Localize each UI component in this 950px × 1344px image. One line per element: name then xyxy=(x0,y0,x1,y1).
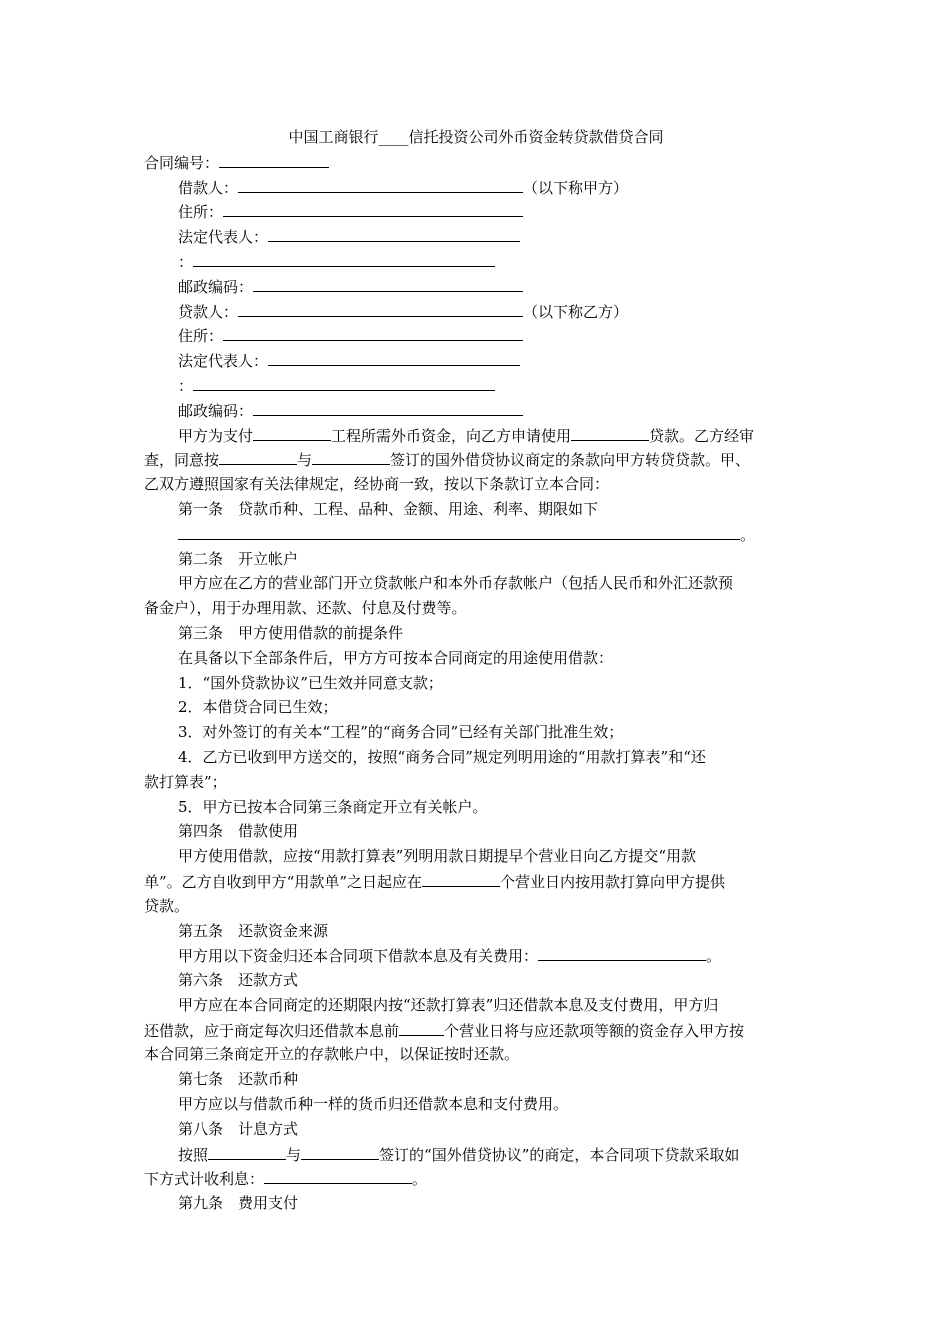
borrower-address-label: 住所： xyxy=(178,203,224,222)
contract-number-line xyxy=(144,150,808,175)
article-1-blank xyxy=(178,522,740,540)
intro-text: 工程所需外币资金，向乙方申请使用 xyxy=(331,426,572,445)
article-6-heading: 第六条 还款方式 xyxy=(178,971,299,990)
article-3-item: 5．甲方已按本合同第三条商定开立有关帐户。 xyxy=(178,797,488,816)
article-8-text-part: 签订的“国外借贷协议”的商定，本合同项下贷款采取如 xyxy=(379,1145,740,1164)
article-2-heading: 第二条 开立帐户 xyxy=(178,549,299,568)
period-mark: 。 xyxy=(706,947,722,966)
lender-address-label: 住所： xyxy=(178,327,224,346)
intro-text: 查，同意按 xyxy=(144,451,220,470)
article-2-text: 备金户），用于办理用款、还款、付息及付费等。 xyxy=(144,599,467,618)
borrower-postcode-blank xyxy=(253,274,523,292)
lender-suffix: （以下称乙方） xyxy=(523,302,629,321)
article-3-item: 4．乙方已收到甲方送交的，按照“商务合同”规定列明用途的“用款打算表”和“还 xyxy=(178,747,706,766)
lender-address-blank xyxy=(223,323,523,341)
borrower-rep-line xyxy=(144,224,808,249)
article-8-text xyxy=(144,1142,808,1167)
lender-blank xyxy=(238,299,523,317)
borrower-postcode-line xyxy=(144,274,808,299)
article-8-text-part: 下方式计收利息： xyxy=(144,1170,265,1189)
article-4-text: 甲方使用借款，应按“用款打算表”列明用款日期提早个营业日向乙方提交“用款 xyxy=(178,847,697,866)
loan-type-blank xyxy=(571,423,649,441)
party-blank xyxy=(301,1142,379,1160)
lender-label: 贷款人： xyxy=(178,302,239,321)
borrower-label: 借款人： xyxy=(178,178,239,197)
lender-colon-label: ： xyxy=(178,376,194,395)
contract-body xyxy=(144,125,808,1216)
borrower-colon-line xyxy=(144,249,808,274)
borrower-colon-blank xyxy=(193,249,495,267)
funding-source-blank xyxy=(538,943,706,961)
borrower-rep-blank xyxy=(268,224,520,242)
party-blank xyxy=(312,447,390,465)
borrower-line xyxy=(144,175,808,200)
article-1-blank-line xyxy=(144,522,808,547)
party-blank xyxy=(219,447,297,465)
article-8-text xyxy=(144,1166,808,1191)
article-6-text xyxy=(144,1018,808,1043)
article-8-heading: 第八条 计息方式 xyxy=(178,1119,299,1138)
document-title: 中国工商银行____信托投资公司外币资金转贷款借贷合同 xyxy=(288,128,664,146)
borrower-suffix: （以下称甲方） xyxy=(523,178,629,197)
period-mark: 。 xyxy=(412,1170,428,1189)
borrower-address-blank xyxy=(223,199,523,217)
intro-text: 甲方为支付 xyxy=(178,426,254,445)
interest-method-blank xyxy=(264,1166,412,1184)
contract-number-label: 合同编号： xyxy=(144,153,220,172)
intro-line-1 xyxy=(144,423,808,448)
business-days-blank xyxy=(422,869,500,887)
borrower-colon-label: ： xyxy=(178,252,194,271)
lender-address-line xyxy=(144,323,808,348)
lender-postcode-blank xyxy=(253,398,523,416)
article-3-item: 款打算表”； xyxy=(144,772,227,791)
article-4-text-part: 单”。乙方自收到甲方“用款单”之日起应在 xyxy=(144,872,423,891)
intro-text: 贷款。乙方经审 xyxy=(649,426,755,445)
intro-text: 与 xyxy=(297,451,313,470)
lender-postcode-line xyxy=(144,398,808,423)
article-9-heading: 第九条 费用支付 xyxy=(178,1194,299,1213)
article-1-heading: 第一条 贷款币种、工程、品种、金额、用途、利率、期限如下 xyxy=(178,499,599,518)
article-3-text: 在具备以下全部条件后，甲方方可按本合同商定的用途使用借款： xyxy=(178,648,614,667)
article-4-heading: 第四条 借款使用 xyxy=(178,822,299,841)
article-6-text-part: 还借款，应于商定每次归还借款本息前 xyxy=(144,1021,400,1040)
article-5-heading: 第五条 还款资金来源 xyxy=(178,921,329,940)
article-7-text: 甲方应以与借款币种一样的货币归还借款本息和支付费用。 xyxy=(178,1095,569,1114)
article-5-text-part: 甲方用以下资金归还本合同项下借款本息及有关费用： xyxy=(178,947,539,966)
period-mark: 。 xyxy=(740,525,756,544)
borrower-blank xyxy=(238,175,523,193)
article-8-text-part: 与 xyxy=(286,1145,302,1164)
article-2-text: 甲方应在乙方的营业部门开立贷款帐户和本外币存款帐户（包括人民币和外汇还款预 xyxy=(178,574,734,593)
article-4-text: 贷款。 xyxy=(144,896,190,915)
intro-line-3: 乙双方遵照国家有关法律规定，经协商一致，按以下条款订立本合同： xyxy=(144,475,610,494)
borrower-address-line xyxy=(144,199,808,224)
intro-line-2 xyxy=(144,447,808,472)
project-blank xyxy=(253,423,331,441)
lender-postcode-label: 邮政编码： xyxy=(178,401,254,420)
article-4-text xyxy=(144,869,808,894)
article-3-heading: 第三条 甲方使用借款的前提条件 xyxy=(178,623,404,642)
lender-rep-blank xyxy=(268,348,520,366)
contract-number-blank xyxy=(219,150,329,168)
intro-text: 签订的国外借贷协议商定的条款向甲方转贷贷款。甲、 xyxy=(390,451,751,470)
repayment-days-blank xyxy=(399,1018,444,1036)
lender-rep-label: 法定代表人： xyxy=(178,352,269,371)
borrower-postcode-label: 邮政编码： xyxy=(178,277,254,296)
article-3-item: 3．对外签订的有关本“工程”的“商务合同”已经有关部门批准生效； xyxy=(178,723,624,742)
article-5-text xyxy=(144,943,808,968)
article-7-heading: 第七条 还款币种 xyxy=(178,1070,299,1089)
article-4-text-part: 个营业日内按用款打算向甲方提供 xyxy=(500,872,726,891)
party-blank xyxy=(208,1142,286,1160)
borrower-rep-label: 法定代表人： xyxy=(178,228,269,247)
article-6-text: 本合同第三条商定开立的存款帐户中，以保证按时还款。 xyxy=(144,1045,520,1064)
lender-colon-line xyxy=(144,373,808,398)
article-6-text: 甲方应在本合同商定的还期限内按“还款打算表”归还借款本息及支付费用，甲方归 xyxy=(178,995,719,1014)
article-6-text-part: 个营业日将与应还款项等额的资金存入甲方按 xyxy=(444,1021,745,1040)
article-3-item: 1．“国外贷款协议”已生效并同意支款； xyxy=(178,673,443,692)
lender-rep-line xyxy=(144,348,808,373)
lender-line xyxy=(144,299,808,324)
article-3-item: 2．本借贷合同已生效； xyxy=(178,698,338,717)
lender-colon-blank xyxy=(193,373,495,391)
article-8-text-part: 按照 xyxy=(178,1145,209,1164)
